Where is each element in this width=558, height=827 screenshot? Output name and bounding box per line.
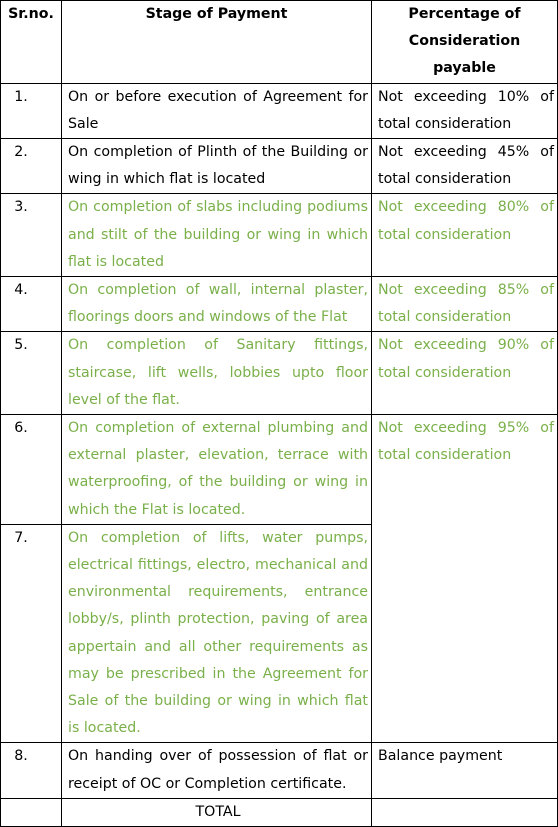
percentage-cell: Balance payment [372,743,558,798]
table-row [1,743,558,798]
total-sr-cell [1,798,62,826]
stage-cell: On completion of wall, internal plaster, floorings doors and windows of the Flat [62,277,372,332]
table-row [1,139,558,194]
row-number: 6. [1,415,62,525]
header-percentage: Percentage of Consideration payable [372,1,558,84]
stage-cell: On completion of Plinth of the Building or wing in which flat is located [62,139,372,194]
percentage-cell [372,524,558,743]
stage-cell: On handing over of possession of flat or receipt of OC or Completion certificate. [62,743,372,798]
table-row [1,277,558,332]
header-sr-no: Sr.no. [1,1,62,84]
total-row [1,798,558,826]
stage-cell: On completion of external plumbing and external plaster, elevation, terrace with waterproofing, of the building or wing in which the Flat is located. [62,415,372,525]
header-stage-of-payment: Stage of Payment [62,1,372,84]
row-number: 3. [1,194,62,277]
table-row [1,332,558,415]
percentage-cell: Not exceeding 85% of total consideration [372,277,558,332]
stage-cell: On completion of Sanitary fittings, staircase, lift wells, lobbies upto floor level of the flat. [62,332,372,415]
table-row [1,524,558,743]
row-number: 5. [1,332,62,415]
percentage-cell: Not exceeding 95% of total consideration [372,415,558,525]
total-label: TOTAL [62,798,372,826]
row-number: 2. [1,139,62,194]
row-number: 8. [1,743,62,798]
percentage-cell: Not exceeding 10% of total consideration [372,83,558,138]
stage-cell: On or before execution of Agreement for Sale [62,83,372,138]
header-row [1,1,558,84]
total-value-cell [372,798,558,826]
row-number: 7. [1,524,62,743]
table-row [1,415,558,525]
stage-cell: On completion of slabs including podiums and stilt of the building or wing in which flat is located [62,194,372,277]
percentage-cell: Not exceeding 90% of total consideration [372,332,558,415]
table-row [1,83,558,138]
stage-cell: On completion of lifts, water pumps, electrical fittings, electro, mechanical and environmental requirements, entrance lobby/s, plinth protection, paving of area appertain and all other requirements as may be prescribed in the Agreement for Sale of the building or wing in which flat is located. [62,524,372,743]
row-number: 1. [1,83,62,138]
percentage-cell: Not exceeding 80% of total consideration [372,194,558,277]
table-row [1,194,558,277]
percentage-cell: Not exceeding 45% of total consideration [372,139,558,194]
row-number: 4. [1,277,62,332]
